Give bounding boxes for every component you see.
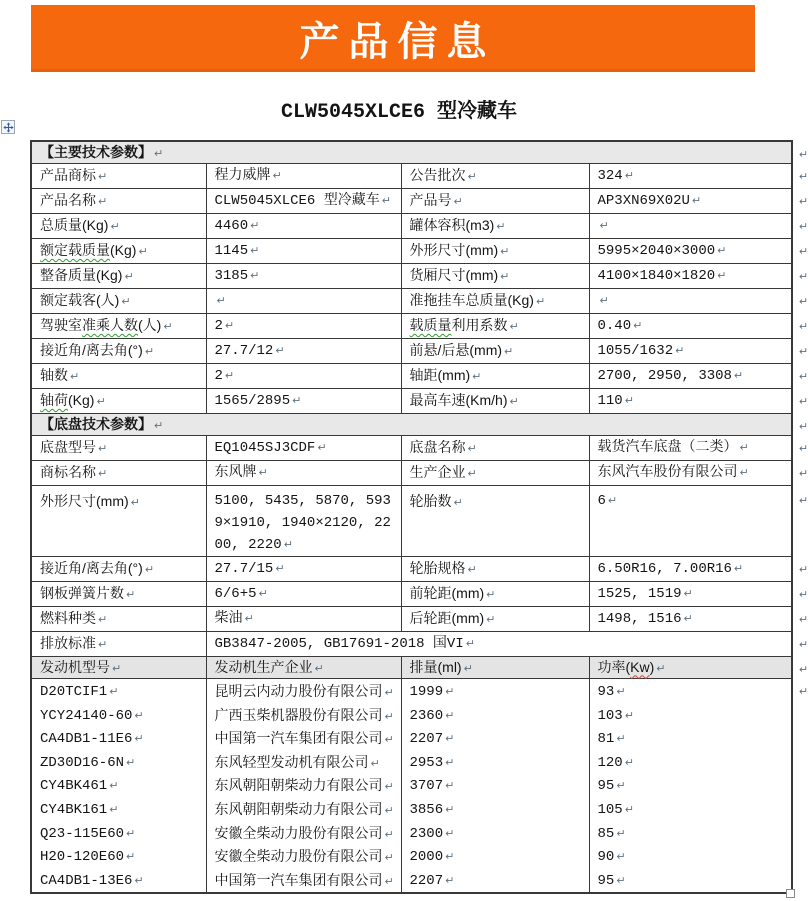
label-cell: 前轮距(mm) ↵ — [401, 582, 589, 607]
engine-cell: 1999 ↵ — [410, 680, 585, 704]
value-cell: 2700, 2950, 3308 ↵ ↵ — [589, 364, 792, 389]
paragraph-mark: ↵ — [798, 563, 808, 576]
label-cell: 额定载客(人) ↵ — [31, 289, 206, 314]
engine-cell: 2207 ↵ — [410, 869, 585, 893]
value-cell — [589, 214, 808, 239]
label-cell: 生产企业 ↵ — [401, 461, 589, 486]
paragraph-mark: ↵ — [124, 270, 134, 283]
value-cell: 4460 ↵ — [206, 214, 401, 239]
paragraph-mark: ↵ — [314, 661, 324, 675]
engine-cell: 安徽全柴动力股份有限公司 ↵ — [215, 822, 397, 846]
paragraph-mark: ↵ — [798, 345, 808, 358]
paragraph-mark: ↵ — [798, 170, 808, 183]
engine-cell: 中国第一汽车集团有限公司 ↵ — [215, 727, 397, 751]
paragraph-mark: ↵ — [317, 441, 327, 454]
paragraph-mark: ↵ — [445, 732, 455, 746]
label-cell: 轴距(mm) ↵ — [401, 364, 589, 389]
value-cell: 324 ↵ ↵ — [589, 164, 792, 189]
paragraph-mark: ↵ — [798, 245, 808, 258]
value-cell: 3185 ↵ — [206, 264, 401, 289]
paragraph-mark: ↵ — [465, 637, 475, 650]
label-cell: 外形尺寸(mm) ↵ — [401, 239, 589, 264]
value-cell: 柴油 ↵ — [206, 607, 401, 632]
section-header-label: 【主要技术参数】 ↵ ↵ — [31, 141, 792, 164]
spellcheck-underline: 额定载质量 — [40, 242, 110, 258]
label-cell: 产品号 ↵ — [401, 189, 589, 214]
label-cell: 货厢尺寸(mm) ↵ — [401, 264, 589, 289]
paragraph-mark: ↵ — [798, 588, 808, 601]
engine-cell: Q23-115E60 ↵ — [40, 822, 202, 846]
engine-cell: 2300 ↵ — [410, 822, 585, 846]
engine-cell: 95 ↵ — [598, 869, 788, 893]
engine-cell: 2000 ↵ — [410, 845, 585, 869]
spec-row — [31, 364, 792, 389]
paragraph-mark: ↵ — [272, 169, 282, 182]
paragraph-mark: ↵ — [486, 613, 496, 626]
paragraph-mark: ↵ — [98, 638, 108, 651]
engine-cell: 东风朝阳朝柴动力有限公司 ↵ — [215, 774, 397, 798]
paragraph-mark: ↵ — [250, 244, 260, 257]
paragraph-mark: ↵ — [717, 244, 727, 257]
label-cell: 准拖挂车总质量(Kg) ↵ — [401, 289, 589, 314]
paragraph-mark: ↵ — [96, 395, 106, 408]
paragraph-mark: ↵ — [798, 442, 808, 455]
paragraph-mark: ↵ — [384, 803, 394, 817]
paragraph-mark: ↵ — [467, 563, 477, 576]
paragraph-mark: ↵ — [154, 146, 164, 160]
paragraph-mark: ↵ — [445, 873, 455, 887]
paragraph-mark: ↵ — [624, 802, 634, 816]
value-cell: EQ1045SJ3CDF ↵ — [206, 436, 401, 461]
paragraph-mark: ↵ — [467, 467, 477, 480]
paragraph-mark: ↵ — [607, 494, 618, 507]
engine-body-row — [31, 679, 792, 894]
paragraph-mark: ↵ — [384, 827, 394, 841]
paragraph-mark: ↵ — [798, 685, 808, 698]
paragraph-mark: ↵ — [144, 563, 155, 576]
engine-displacement-column — [401, 679, 589, 894]
engine-power-column — [589, 679, 808, 894]
engine-cell: 东风轻型发动机有限公司 ↵ — [215, 751, 397, 775]
paragraph-mark: ↵ — [98, 467, 108, 480]
paragraph-mark: ↵ — [98, 170, 108, 183]
paragraph-mark: ↵ — [244, 612, 254, 625]
paragraph-mark: ↵ — [453, 496, 463, 509]
product-info-banner — [31, 5, 755, 72]
paragraph-mark: ↵ — [445, 850, 455, 864]
paragraph-mark: ↵ — [250, 219, 260, 232]
spec-row — [31, 607, 792, 632]
value-cell: AP3XN69X02U ↵ ↵ — [589, 189, 792, 214]
paragraph-mark: ↵ — [130, 496, 140, 509]
engine-cell: 93 ↵ — [598, 680, 788, 704]
engine-cell: H20-120E60 ↵ — [40, 845, 202, 869]
table-resize-handle[interactable] — [786, 889, 795, 898]
spec-row — [31, 582, 792, 607]
value-cell: 2 ↵ — [206, 314, 401, 339]
spellcheck-underline: Kw — [630, 658, 650, 675]
spec-row — [31, 239, 792, 264]
spellcheck-underline: 载质量 — [409, 317, 452, 333]
value-cell: 东风牌 ↵ — [206, 461, 401, 486]
paragraph-mark: ↵ — [535, 295, 546, 308]
paragraph-mark: ↵ — [134, 708, 144, 722]
paragraph-mark: ↵ — [370, 756, 380, 770]
paragraph-mark: ↵ — [467, 442, 477, 455]
engine-cell: CY4BK161 ↵ — [40, 798, 202, 822]
engine-cell: CA4DB1-11E6 ↵ — [40, 727, 202, 751]
paragraph-mark: ↵ — [384, 686, 394, 699]
paragraph-mark: ↵ — [163, 320, 173, 333]
paragraph-mark: ↵ — [445, 755, 455, 769]
paragraph-mark: ↵ — [616, 850, 626, 864]
label-cell: 产品商标 ↵ — [31, 164, 206, 189]
paragraph-mark: ↵ — [616, 826, 626, 840]
paragraph-mark: ↵ — [121, 295, 131, 308]
page-title — [0, 94, 800, 124]
paragraph-mark: ↵ — [798, 195, 808, 208]
value-cell: 6/6+5 ↵ — [206, 582, 401, 607]
value-cell: 1525, 1519 ↵ ↵ — [589, 582, 792, 607]
paragraph-mark: ↵ — [798, 420, 808, 433]
label-cell: 额定载质量(Kg) ↵ — [31, 239, 206, 264]
label-cell: 轮胎规格 ↵ — [401, 557, 589, 582]
engine-column-header: 发动机型号 ↵ — [31, 657, 206, 679]
section-header-label: 【底盘技术参数】 ↵ ↵ — [31, 414, 792, 436]
label-cell: 钢板弹簧片数 ↵ — [31, 582, 206, 607]
emission-row — [31, 632, 792, 657]
label-cell: 整备质量(Kg) ↵ — [31, 264, 206, 289]
value-cell — [206, 289, 401, 314]
spec-row — [31, 214, 792, 239]
value-cell: 程力威牌 ↵ — [206, 164, 401, 189]
paragraph-mark: ↵ — [798, 148, 808, 161]
paragraph-mark: ↵ — [616, 732, 626, 746]
engine-cell: 81 ↵ — [598, 727, 788, 751]
paragraph-mark: ↵ — [258, 466, 268, 479]
paragraph-mark: ↵ — [599, 219, 609, 232]
banner-title: 产品信息 — [299, 20, 496, 64]
value-cell: 5100, 5435, 5870, 5939×1910, 1940×2120, 2200, 2220 ↵ — [206, 486, 401, 557]
paragraph-mark: ↵ — [224, 319, 235, 332]
paragraph-mark: ↵ — [154, 418, 164, 432]
paragraph-mark: ↵ — [110, 220, 120, 233]
engine-column-header: 发动机生产企业 ↵ — [206, 657, 401, 679]
spec-table — [30, 140, 808, 894]
section-header-row — [31, 141, 792, 164]
paragraph-mark: ↵ — [616, 779, 626, 793]
value-cell: 1498, 1516 ↵ ↵ — [589, 607, 792, 632]
paragraph-mark: ↵ — [384, 709, 394, 723]
label-cell: 外形尺寸(mm) ↵ — [31, 486, 206, 557]
paragraph-mark: ↵ — [134, 732, 144, 746]
paragraph-mark: ↵ — [445, 779, 455, 793]
paragraph-mark: ↵ — [258, 587, 268, 600]
paragraph-mark: ↵ — [656, 661, 666, 675]
label-cell: 接近角/离去角(°) ↵ — [31, 557, 206, 582]
paragraph-mark: ↵ — [733, 562, 744, 575]
value-cell: 1145 ↵ — [206, 239, 401, 264]
paragraph-mark: ↵ — [739, 466, 749, 479]
paragraph-mark: ↵ — [126, 588, 136, 601]
paragraph-mark: ↵ — [109, 802, 119, 816]
paragraph-mark: ↵ — [739, 441, 749, 454]
paragraph-mark: ↵ — [98, 613, 108, 626]
paragraph-mark: ↵ — [381, 194, 391, 207]
value-cell: 东风汽车股份有限公司 ↵ ↵ — [589, 461, 792, 486]
spec-row — [31, 264, 792, 289]
spellcheck-underline: 准乘人数 — [82, 317, 138, 333]
paragraph-mark: ↵ — [126, 850, 136, 864]
paragraph-mark: ↵ — [798, 395, 808, 408]
paragraph-mark: ↵ — [798, 370, 808, 383]
paragraph-mark: ↵ — [216, 294, 226, 307]
paragraph-mark: ↵ — [109, 779, 119, 793]
paragraph-mark: ↵ — [138, 245, 148, 258]
engine-column-header: 排量(ml) ↵ — [401, 657, 589, 679]
paragraph-mark: ↵ — [98, 195, 108, 208]
label-cell: 轮胎数 ↵ — [401, 486, 589, 557]
engine-cell: 105 ↵ — [598, 798, 788, 822]
label-cell: 罐体容积(m3) ↵ — [401, 214, 589, 239]
engine-cell: 东风朝阳朝柴动力有限公司 ↵ — [215, 798, 397, 822]
paragraph-mark: ↵ — [798, 467, 808, 480]
engine-cell: ZD30D16-6N ↵ — [40, 751, 202, 775]
paragraph-mark: ↵ — [691, 194, 702, 207]
paragraph-mark: ↵ — [250, 269, 260, 282]
paragraph-mark: ↵ — [500, 270, 510, 283]
engine-cell: 安徽全柴动力股份有限公司 ↵ — [215, 845, 397, 869]
paragraph-mark: ↵ — [509, 395, 519, 408]
paragraph-mark: ↵ — [445, 802, 455, 816]
spellcheck-underline: 轴荷 — [40, 392, 68, 408]
paragraph-mark: ↵ — [798, 613, 808, 626]
label-cell: 前悬/后悬(mm) ↵ — [401, 339, 589, 364]
paragraph-mark: ↵ — [467, 170, 477, 183]
paragraph-mark: ↵ — [717, 269, 727, 282]
paragraph-mark: ↵ — [599, 294, 609, 307]
spec-row — [31, 486, 792, 557]
label-cell: 商标名称 ↵ — [31, 461, 206, 486]
table-move-handle[interactable] — [1, 120, 15, 134]
value-cell: 载货汽车底盘（二类） ↵ ↵ — [589, 436, 792, 461]
paragraph-mark: ↵ — [384, 851, 394, 865]
engine-cell: 3707 ↵ — [410, 774, 585, 798]
spec-row — [31, 189, 792, 214]
spec-row — [31, 314, 792, 339]
paragraph-mark: ↵ — [384, 874, 394, 888]
engine-model-column — [31, 679, 206, 894]
spec-row — [31, 164, 792, 189]
value-cell: 6.50R16, 7.00R16 ↵ ↵ — [589, 557, 792, 582]
paragraph-mark: ↵ — [733, 369, 744, 382]
spec-row — [31, 289, 792, 314]
engine-cell: D20TCIF1 ↵ — [40, 680, 202, 704]
value-cell: 6 ↵ ↵ — [589, 486, 792, 557]
label-cell: 载质量利用系数 ↵ — [401, 314, 589, 339]
label-cell: 底盘名称 ↵ — [401, 436, 589, 461]
value-cell: CLW5045XLCE6 型冷藏车 ↵ — [206, 189, 401, 214]
engine-cell: 2207 ↵ — [410, 727, 585, 751]
paragraph-mark: ↵ — [504, 345, 514, 358]
paragraph-mark: ↵ — [70, 370, 80, 383]
paragraph-mark: ↵ — [224, 369, 235, 382]
paragraph-mark: ↵ — [798, 663, 808, 676]
paragraph-mark: ↵ — [445, 685, 455, 698]
paragraph-mark: ↵ — [445, 708, 455, 722]
label-cell: 最高车速(Km/h) ↵ — [401, 389, 589, 414]
paragraph-mark: ↵ — [500, 245, 510, 258]
paragraph-mark: ↵ — [798, 494, 808, 507]
value-cell: 1055/1632 ↵ ↵ — [589, 339, 792, 364]
paragraph-mark: ↵ — [283, 538, 293, 551]
paragraph-mark: ↵ — [496, 220, 506, 233]
paragraph-mark: ↵ — [144, 345, 155, 358]
engine-cell: YCY24140-60 ↵ — [40, 704, 202, 728]
spec-row — [31, 436, 792, 461]
engine-header-row — [31, 657, 792, 679]
engine-cell: 103 ↵ — [598, 704, 788, 728]
paragraph-mark: ↵ — [683, 612, 693, 625]
paragraph-mark: ↵ — [616, 685, 626, 698]
label-cell: 后轮距(mm) ↵ — [401, 607, 589, 632]
label-cell: 燃料种类 ↵ — [31, 607, 206, 632]
paragraph-mark: ↵ — [126, 826, 136, 840]
label-cell: 驾驶室准乘人数(人) ↵ — [31, 314, 206, 339]
paragraph-mark: ↵ — [112, 661, 122, 675]
value-cell: 27.7/12 ↵ — [206, 339, 401, 364]
value-cell: 110 ↵ ↵ — [589, 389, 792, 414]
engine-maker-column — [206, 679, 401, 894]
paragraph-mark: ↵ — [798, 295, 808, 308]
engine-cell: 昆明云内动力股份有限公司 ↵ — [215, 680, 397, 704]
spec-row — [31, 389, 792, 414]
move-icon — [3, 122, 14, 133]
paragraph-mark: ↵ — [683, 587, 693, 600]
paragraph-mark: ↵ — [292, 394, 302, 407]
engine-cell: 90 ↵ — [598, 845, 788, 869]
paragraph-mark: ↵ — [445, 826, 455, 840]
spec-row — [31, 557, 792, 582]
paragraph-mark: ↵ — [453, 195, 463, 208]
label-cell: 总质量(Kg) ↵ — [31, 214, 206, 239]
spec-row — [31, 339, 792, 364]
paragraph-mark: ↵ — [463, 661, 473, 675]
section-header-row — [31, 414, 792, 436]
paragraph-mark: ↵ — [616, 873, 626, 887]
paragraph-mark: ↵ — [798, 220, 808, 233]
label-cell: 轴荷(Kg) ↵ — [31, 389, 206, 414]
paragraph-mark: ↵ — [275, 344, 285, 357]
paragraph-mark: ↵ — [98, 442, 108, 455]
label-cell: 轴数 ↵ — [31, 364, 206, 389]
engine-cell: CY4BK461 ↵ — [40, 774, 202, 798]
paragraph-mark: ↵ — [472, 370, 482, 383]
paragraph-mark: ↵ — [624, 169, 634, 182]
paragraph-mark: ↵ — [134, 873, 144, 887]
label-cell: 接近角/离去角(°) ↵ — [31, 339, 206, 364]
engine-cell: 2360 ↵ — [410, 704, 585, 728]
label-cell: 底盘型号 ↵ — [31, 436, 206, 461]
paragraph-mark: ↵ — [624, 394, 634, 407]
engine-cell: 广西玉柴机器股份有限公司 ↵ — [215, 704, 397, 728]
value-cell: 1565/2895 ↵ — [206, 389, 401, 414]
paragraph-mark: ↵ — [384, 780, 394, 794]
label-cell: 排放标准 ↵ — [31, 632, 206, 657]
paragraph-mark: ↵ — [275, 562, 285, 575]
value-cell: 4100×1840×1820 ↵ ↵ — [589, 264, 792, 289]
paragraph-mark: ↵ — [509, 320, 519, 333]
paragraph-mark: ↵ — [624, 708, 634, 722]
label-cell: 公告批次 ↵ — [401, 164, 589, 189]
value-cell: 2 ↵ — [206, 364, 401, 389]
value-cell — [589, 289, 808, 314]
page-title-text: CLW5045XLCE6 型冷藏车 — [280, 101, 518, 124]
engine-cell: 95 ↵ — [598, 774, 788, 798]
engine-cell: 85 ↵ — [598, 822, 788, 846]
engine-cell: 2953 ↵ — [410, 751, 585, 775]
label-cell: 产品名称 ↵ — [31, 189, 206, 214]
value-cell: 0.40 ↵ ↵ — [589, 314, 792, 339]
engine-cell: 中国第一汽车集团有限公司 ↵ — [215, 869, 397, 893]
value-cell: 27.7/15 ↵ — [206, 557, 401, 582]
engine-cell: CA4DB1-13E6 ↵ — [40, 869, 202, 893]
paragraph-mark: ↵ — [109, 685, 119, 698]
paragraph-mark: ↵ — [675, 344, 685, 357]
paragraph-mark: ↵ — [798, 320, 808, 333]
paragraph-mark: ↵ — [624, 755, 634, 769]
value-cell: GB3847-2005, GB17691-2018 国VI ↵ ↵ — [206, 632, 792, 657]
engine-cell: 3856 ↵ — [410, 798, 585, 822]
spec-row — [31, 461, 792, 486]
paragraph-mark: ↵ — [798, 638, 808, 651]
paragraph-mark: ↵ — [633, 319, 643, 332]
paragraph-mark: ↵ — [126, 755, 136, 769]
paragraph-mark: ↵ — [384, 733, 394, 747]
engine-column-header: 功率(Kw) ↵ ↵ — [589, 657, 792, 679]
engine-cell: 120 ↵ — [598, 751, 788, 775]
paragraph-mark: ↵ — [798, 270, 808, 283]
paragraph-mark: ↵ — [486, 588, 496, 601]
value-cell: 5995×2040×3000 ↵ ↵ — [589, 239, 792, 264]
